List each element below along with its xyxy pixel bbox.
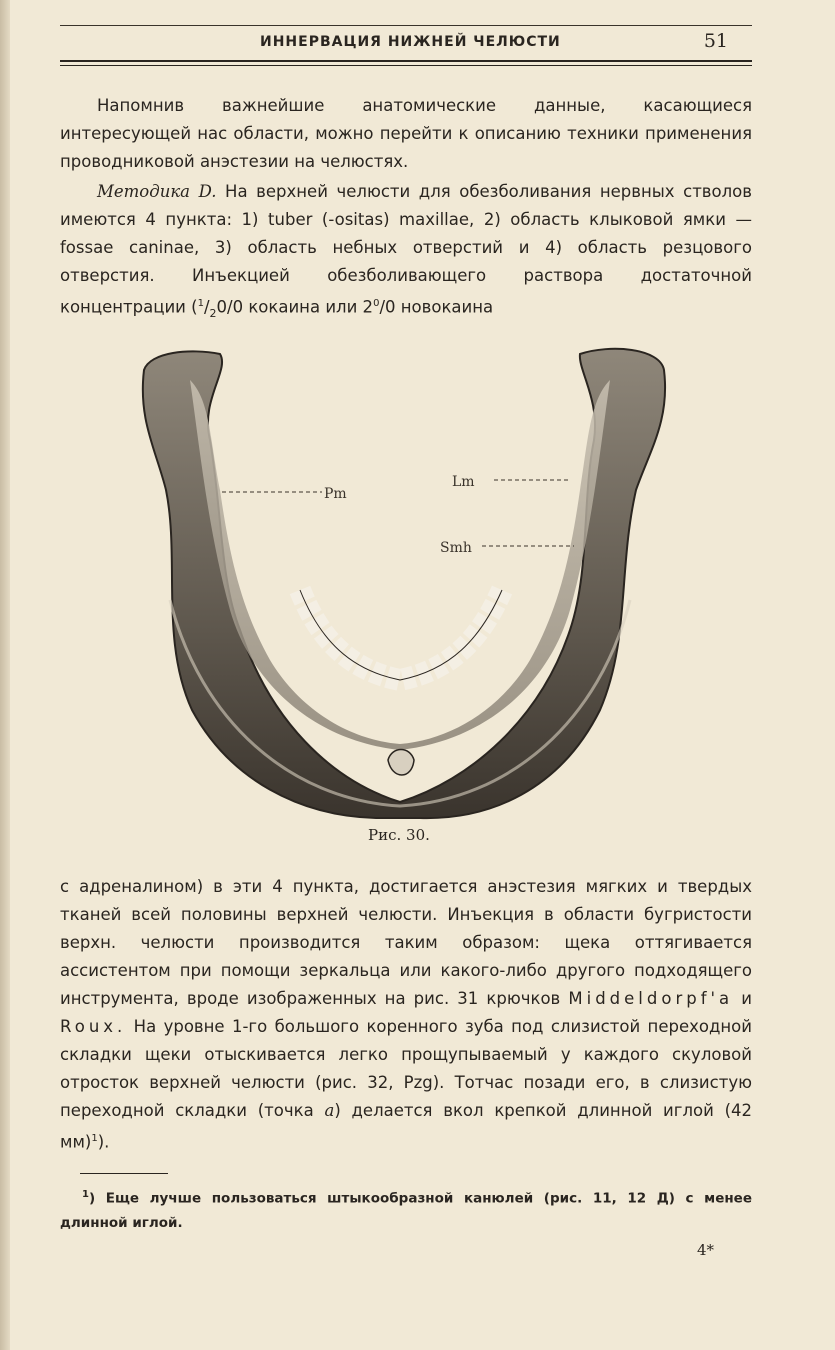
page-binding-edge <box>0 0 10 1350</box>
paragraph-injection-d: ) делается вкол крепкой длинной иглой (42 мм) <box>60 1101 753 1152</box>
footnote-marker: 1 <box>82 1189 89 1200</box>
page-header <box>60 28 752 58</box>
paragraph-method-d: Методика D. На верхней челюсти для обезболивания нервных стволов имеются 4 пункта: 1) tuber (-ositas) maxillae, 2) область клыковой ямки — fossae caninae, 3) область небных отверстий и 4) область резцового отверстия. Инъекцией обезболивающего раствора достаточной концентрации ($^1/_20/0$ кокаина или $2^0/0$ новокаина <box>60 182 752 320</box>
figure-mandible <box>130 340 680 820</box>
percent-superscript: 0 <box>373 298 380 309</box>
header-top-rule <box>60 25 752 26</box>
paragraph-intro-text: Напомнив важнейшие анатомические данные, касающиеся интересующей нас области, можно перейти к описанию техники применения проводниковой анэстезии на челюстях. <box>60 96 752 171</box>
percent-text: 0/0 кокаина или 2 <box>216 297 374 317</box>
point-label: a <box>324 1101 335 1120</box>
fraction-numerator: 1 <box>197 298 204 309</box>
paragraph-intro <box>60 92 752 176</box>
label-smh: Smh <box>440 540 472 556</box>
figure-caption: Рис. 30. <box>368 826 430 844</box>
tooth-row <box>300 590 502 680</box>
page-number: 51 <box>703 30 728 52</box>
paragraph-injection <box>60 873 752 1157</box>
mandible-illustration <box>130 340 680 820</box>
footnote-reference: 1 <box>91 1133 98 1144</box>
header-rule-thin <box>60 65 752 66</box>
fraction-denominator: 2 <box>209 306 217 320</box>
paragraph-injection-a: с адреналином) в эти 4 пункта, достигается анэстезия мягких и твердых тканей всей половины верхней челюсти. Инъекция в области бугристости верхн. челюсти производится таким образом: щека оттягивается ассистентом при помощи зеркальца или какого-либо другого подходящего инструмента, вроде изображенных на рис. 31 крючков <box>60 877 752 1008</box>
paragraph-method-text: На верхней челюсти для обезболивания нервных стволов имеются 4 пункта: 1) tuber (-ositas) maxillae, 2) область клыковой ямки — fossae caninae, 3) область небных отверстий и 4) область резцового отверстия. Инъекцией обезболивающего раствора достаточной концентрации ( <box>60 182 752 317</box>
name-roux: Roux. <box>60 1017 127 1036</box>
label-lm: Lm <box>452 474 475 490</box>
method-heading: Методика D. <box>97 182 217 201</box>
footnote <box>60 1183 752 1235</box>
paragraph-injection-c: На уровне 1-го большого коренного зуба под слизистой переходной складки щеки отыскивается легко прощупываемый у каждого скуловой отросток верхней челюсти (рис. 32, Pzg). Тотчас позади его, в слизистую переходной складки (точка <box>60 1017 752 1120</box>
name-middeldorpf: Middeldorpf'a <box>568 989 734 1008</box>
running-title: ИННЕРВАЦИЯ НИЖНЕЙ ЧЕЛЮСТИ <box>260 34 561 50</box>
paragraph-injection-e: ). <box>97 1132 110 1152</box>
label-pm: Pm <box>324 486 347 502</box>
mental-spine <box>388 750 414 776</box>
footnote-text: ) Еще лучше пользоваться штыкообразной канюлей (рис. 11, 12 Д) с менее длинной иглой. <box>60 1190 752 1231</box>
printer-signature: 4* <box>697 1241 715 1259</box>
percent-tail: /0 новокаина <box>379 297 494 317</box>
footnote-rule <box>80 1173 168 1174</box>
header-rule <box>60 60 752 62</box>
paragraph-injection-b: и <box>733 989 752 1008</box>
